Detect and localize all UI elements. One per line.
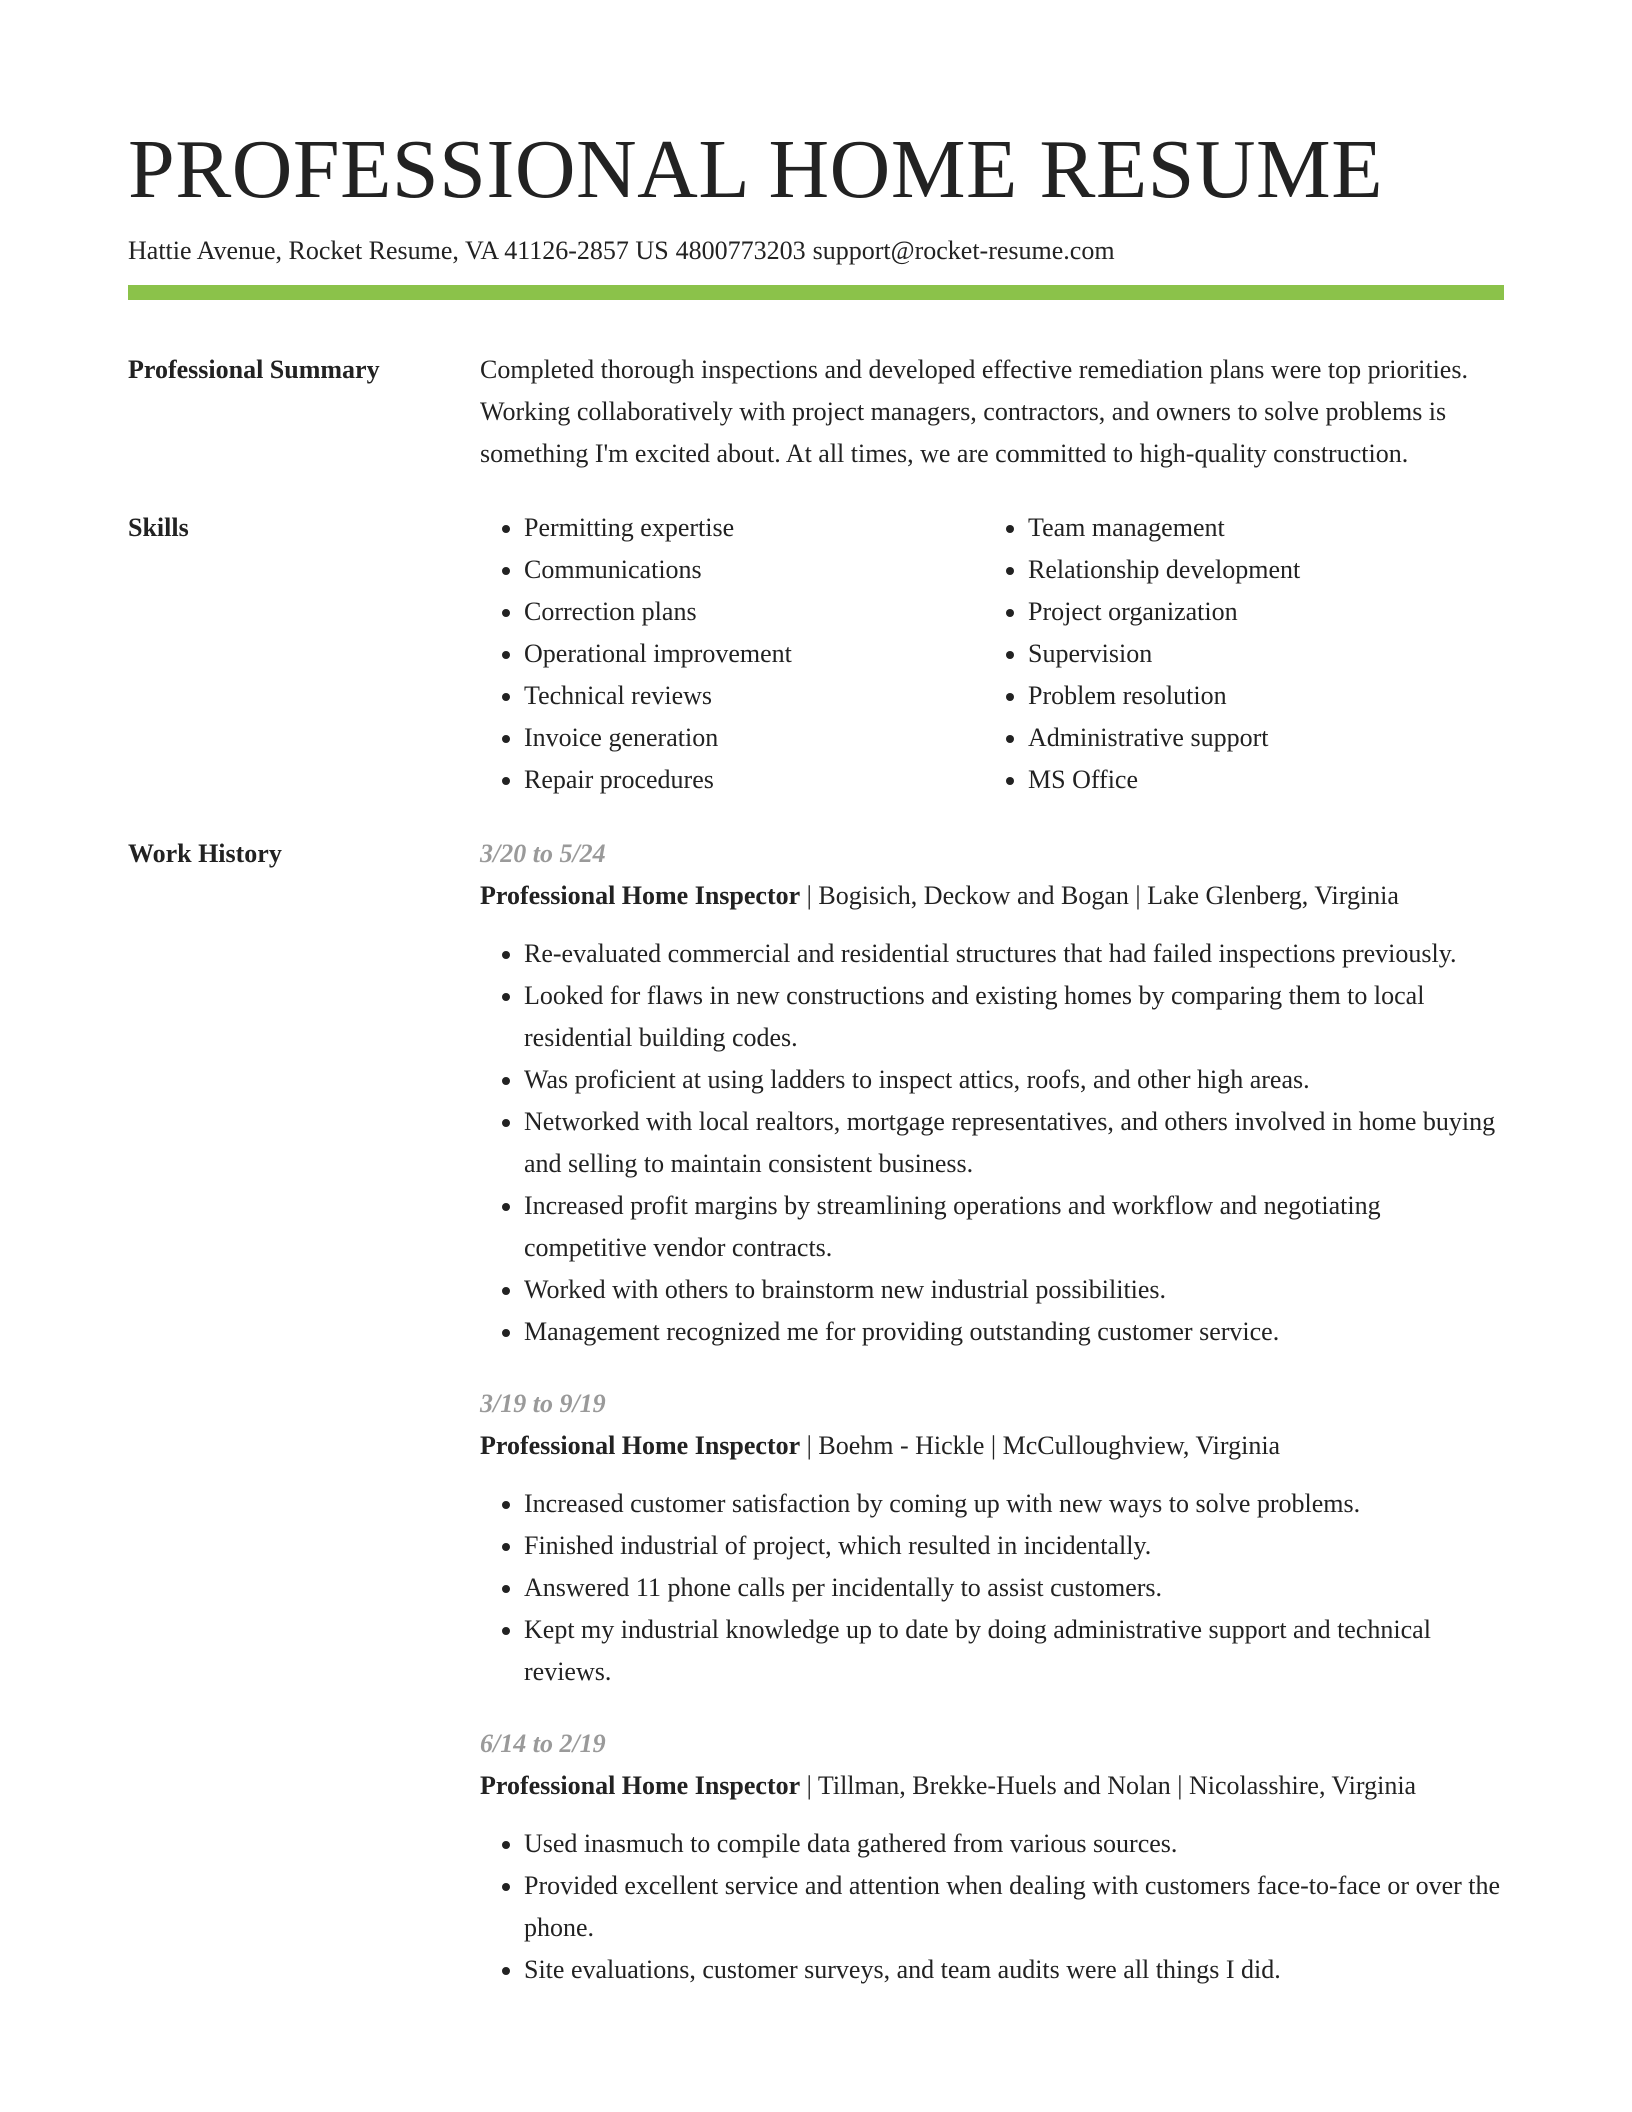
skill-item: • Operational improvement — [524, 633, 984, 675]
resume-name-heading: PROFESSIONAL HOME RESUME — [128, 123, 1384, 216]
job-entry — [480, 833, 1504, 1353]
job-dates: 3/20 to 5/24 — [480, 839, 606, 868]
job-list — [480, 833, 1504, 1991]
job-duty-item: • Re-evaluated commercial and residential structures that had failed inspections previously. — [524, 933, 1504, 975]
job-company-location: | Tillman, Brekke-Huels and Nolan | Nicolasshire, Virginia — [800, 1771, 1417, 1800]
job-entry — [480, 1723, 1504, 1991]
skill-item: • Permitting expertise — [524, 507, 984, 549]
job-duty-item: • Used inasmuch to compile data gathered from various sources. — [524, 1823, 1504, 1865]
skill-item: • Communications — [524, 549, 984, 591]
job-duty-item: • Answered 11 phone calls per incidentally to assist customers. — [524, 1567, 1504, 1609]
job-duty-item: • Increased profit margins by streamlining operations and workflow and negotiating competitive vendor contracts. — [524, 1185, 1504, 1269]
skill-item: • Relationship development — [1028, 549, 1300, 591]
skill-item: • Correction plans — [524, 591, 984, 633]
skill-item: • Problem resolution — [1028, 675, 1300, 717]
job-duty-item: • Provided excellent service and attention when dealing with customers face-to-face or over the phone. — [524, 1865, 1504, 1949]
job-title-line — [480, 1765, 1504, 1807]
job-dates: 6/14 to 2/19 — [480, 1729, 606, 1758]
job-title-line — [480, 1425, 1504, 1467]
job-duty-item: • Site evaluations, customer surveys, and team audits were all things I did. — [524, 1949, 1504, 1991]
resume-page — [128, 118, 1504, 1991]
phone-text: 4800773203 — [675, 236, 806, 265]
skill-item: • Technical reviews — [524, 675, 984, 717]
job-title-line — [480, 875, 1504, 917]
job-duty-item: • Looked for flaws in new constructions and existing homes by comparing them to local residential building codes. — [524, 975, 1504, 1059]
job-duties — [480, 933, 1504, 1353]
job-title: Professional Home Inspector — [480, 1771, 801, 1800]
job-title: Professional Home Inspector — [480, 881, 801, 910]
contact-line — [128, 232, 1504, 270]
job-title: Professional Home Inspector — [480, 1431, 801, 1460]
skills-lists — [480, 507, 1504, 801]
summary-section — [128, 349, 1504, 475]
summary-text: Completed thorough inspections and developed effective remediation plans were top priorities. Working collaboratively with project managers, contractors, and owners to solve problems is something I'm excited about. At all times, we are committed to high-quality construction. — [480, 355, 1468, 468]
job-duty-item: • Networked with local realtors, mortgage representatives, and others involved in home buying and selling to maintain consistent business. — [524, 1101, 1504, 1185]
skill-item: • Supervision — [1028, 633, 1300, 675]
work-history-label: Work History — [128, 839, 282, 868]
skill-item: • Repair procedures — [524, 759, 984, 801]
skills-column-left — [480, 507, 984, 801]
skill-item: • MS Office — [1028, 759, 1300, 801]
header-divider — [128, 285, 1504, 300]
skill-item: • Project organization — [1028, 591, 1300, 633]
job-duty-item: • Finished industrial of project, which resulted in incidentally. — [524, 1525, 1504, 1567]
address-text: Hattie Avenue, Rocket Resume, VA 41126-2857 US — [128, 236, 669, 265]
job-duty-item: • Increased customer satisfaction by coming up with new ways to solve problems. — [524, 1483, 1504, 1525]
job-entry — [480, 1383, 1504, 1693]
email-link[interactable]: support@rocket-resume.com — [812, 236, 1115, 265]
skill-item: • Administrative support — [1028, 717, 1300, 759]
skills-section — [128, 507, 1504, 801]
skill-item: • Invoice generation — [524, 717, 984, 759]
work-history-section — [128, 833, 1504, 1991]
job-duty-item: • Management recognized me for providing outstanding customer service. — [524, 1311, 1504, 1353]
job-duty-item: • Worked with others to brainstorm new industrial possibilities. — [524, 1269, 1504, 1311]
job-duties — [480, 1483, 1504, 1693]
summary-label: Professional Summary — [128, 355, 380, 384]
job-dates: 3/19 to 9/19 — [480, 1389, 606, 1418]
skills-label: Skills — [128, 513, 189, 542]
job-duty-item: • Was proficient at using ladders to inspect attics, roofs, and other high areas. — [524, 1059, 1504, 1101]
job-duty-item: • Kept my industrial knowledge up to date by doing administrative support and technical reviews. — [524, 1609, 1504, 1693]
job-duties — [480, 1823, 1504, 1991]
skills-column-right — [984, 507, 1300, 801]
skill-item: • Team management — [1028, 507, 1300, 549]
job-company-location: | Bogisich, Deckow and Bogan | Lake Glenberg, Virginia — [800, 881, 1399, 910]
job-company-location: | Boehm - Hickle | McCulloughview, Virginia — [800, 1431, 1281, 1460]
